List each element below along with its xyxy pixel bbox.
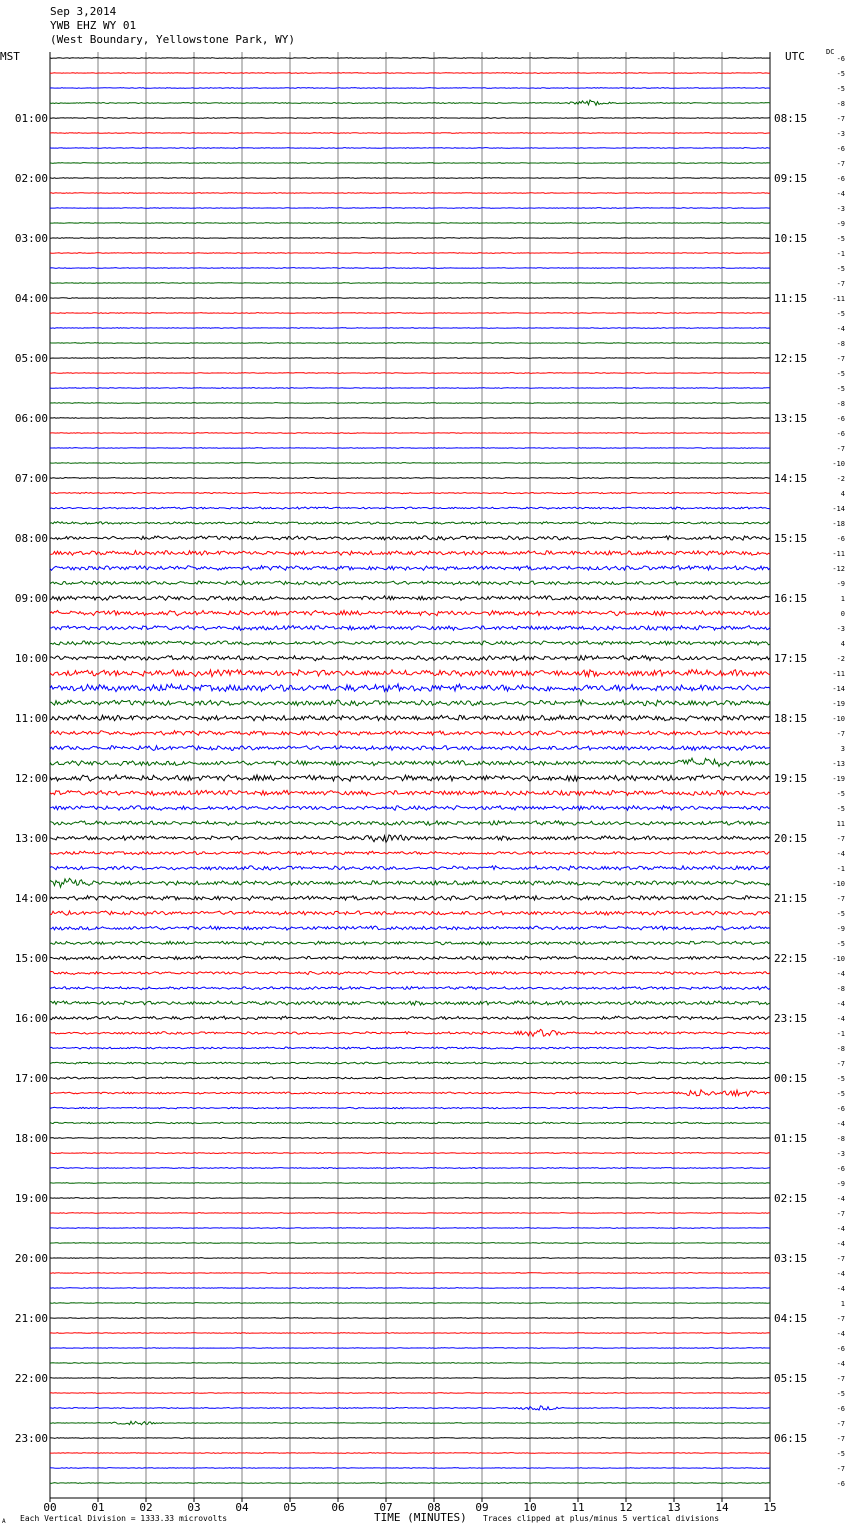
seismic-trace xyxy=(50,193,770,194)
dc-offset-label: -1 xyxy=(836,250,845,258)
dc-offset-label: -7 xyxy=(836,895,845,903)
dc-offset-label: -4 xyxy=(836,1000,845,1008)
dc-offset-label: 1 xyxy=(840,595,845,603)
dc-offset-label: -4 xyxy=(836,1195,845,1203)
dc-offset-label: -7 xyxy=(836,115,845,123)
dc-offset-label: -4 xyxy=(836,1225,845,1233)
title-date: Sep 3,2014 xyxy=(50,5,117,18)
seismic-trace xyxy=(50,223,770,224)
left-hour-label: 11:00 xyxy=(14,712,48,725)
left-hour-label: 21:00 xyxy=(14,1312,48,1325)
dc-offset-label: -4 xyxy=(836,1015,845,1023)
dc-offset-label: -18 xyxy=(832,520,845,528)
right-hour-label: 20:15 xyxy=(774,832,808,845)
dc-offset-label: -4 xyxy=(836,190,845,198)
dc-offset-label: -5 xyxy=(836,1450,845,1458)
seismic-trace xyxy=(50,1107,770,1109)
dc-offset-label: -2 xyxy=(836,655,845,663)
seismic-trace xyxy=(50,715,770,721)
seismic-trace xyxy=(50,403,770,404)
x-tick-label: 06 xyxy=(331,1501,345,1514)
seismic-trace xyxy=(50,163,770,164)
right-hour-label: 16:15 xyxy=(774,592,808,605)
dc-offset-label: -3 xyxy=(836,130,845,138)
left-hour-label: 06:00 xyxy=(14,412,48,425)
right-hour-label: 23:15 xyxy=(774,1012,808,1025)
seismic-trace xyxy=(50,956,770,960)
right-hour-label: 13:15 xyxy=(774,412,808,425)
dc-offset-label: -7 xyxy=(836,1255,845,1263)
dc-offset-label: -9 xyxy=(836,925,845,933)
dc-offset-label: -7 xyxy=(836,1060,845,1068)
dc-offset-label: -8 xyxy=(836,1045,845,1053)
dc-offset-label: -3 xyxy=(836,625,845,633)
seismic-trace xyxy=(50,1348,770,1349)
dc-offset-label: -19 xyxy=(832,775,845,783)
seismic-trace xyxy=(50,1333,770,1334)
right-hour-label: 18:15 xyxy=(774,712,808,725)
seismic-trace xyxy=(50,507,770,509)
seismic-trace xyxy=(50,1062,770,1064)
dc-label: DC xyxy=(826,48,835,56)
seismic-trace xyxy=(50,878,770,887)
dc-offset-label: -5 xyxy=(836,805,845,813)
seismic-trace xyxy=(50,641,770,645)
right-hour-label: 03:15 xyxy=(774,1252,808,1265)
dc-offset-label: -5 xyxy=(836,70,845,78)
dc-offset-label: -4 xyxy=(836,850,845,858)
dc-offset-label: -14 xyxy=(832,685,845,693)
seismic-trace xyxy=(50,178,770,179)
seismic-trace xyxy=(50,522,770,525)
x-tick-label: 01 xyxy=(91,1501,105,1514)
x-tick-label: 00 xyxy=(43,1501,57,1514)
seismic-trace xyxy=(50,731,770,736)
dc-offset-label: -6 xyxy=(836,1165,845,1173)
seismic-trace xyxy=(50,283,770,284)
seismic-trace xyxy=(50,100,770,105)
seismic-trace xyxy=(50,1077,770,1079)
seismic-trace xyxy=(50,926,770,930)
seismic-trace xyxy=(50,1243,770,1244)
left-hour-label: 03:00 xyxy=(14,232,48,245)
x-tick-label: 14 xyxy=(715,1501,729,1514)
dc-offset-label: -5 xyxy=(836,940,845,948)
dc-offset-label: -14 xyxy=(832,505,845,513)
x-tick-label: 11 xyxy=(571,1501,585,1514)
dc-offset-label: -8 xyxy=(836,985,845,993)
left-hour-label: 07:00 xyxy=(14,472,48,485)
dc-offset-label: -4 xyxy=(836,1120,845,1128)
seismic-trace xyxy=(50,1001,770,1005)
seismic-trace xyxy=(50,1318,770,1319)
dc-offset-label: -6 xyxy=(836,1480,845,1488)
dc-offset-label: -13 xyxy=(832,760,845,768)
x-tick-label: 07 xyxy=(379,1501,393,1514)
seismic-trace xyxy=(50,1483,770,1484)
right-hour-label: 17:15 xyxy=(774,652,808,665)
dc-offset-label: -12 xyxy=(832,565,845,573)
seismic-trace xyxy=(50,208,770,209)
right-hour-label: 00:15 xyxy=(774,1072,808,1085)
seismic-trace xyxy=(50,358,770,359)
dc-offset-label: -4 xyxy=(836,325,845,333)
corner-mark: A xyxy=(2,1518,6,1525)
right-hour-label: 15:15 xyxy=(774,532,808,545)
seismic-trace xyxy=(50,298,770,299)
seismic-trace xyxy=(50,1303,770,1304)
seismic-trace xyxy=(50,238,770,239)
dc-offset-label: 11 xyxy=(836,820,845,828)
seismic-trace xyxy=(50,986,770,989)
seismic-trace xyxy=(50,610,770,615)
seismic-trace xyxy=(50,388,770,389)
seismic-trace xyxy=(50,1258,770,1259)
seismic-trace xyxy=(50,775,770,781)
x-tick-label: 03 xyxy=(187,1501,201,1514)
dc-offset-label: -7 xyxy=(836,835,845,843)
x-tick-label: 15 xyxy=(763,1501,777,1514)
seismic-trace xyxy=(50,73,770,74)
seismic-trace xyxy=(50,1213,770,1214)
right-hour-label: 08:15 xyxy=(774,112,808,125)
seismic-trace xyxy=(50,1152,770,1153)
seismic-trace xyxy=(50,1468,770,1469)
dc-offset-label: -11 xyxy=(832,550,845,558)
dc-offset-label: 4 xyxy=(840,640,845,648)
dc-offset-label: -7 xyxy=(836,1465,845,1473)
x-tick-label: 04 xyxy=(235,1501,249,1514)
dc-offset-label: -4 xyxy=(836,970,845,978)
x-tick-label: 02 xyxy=(139,1501,153,1514)
seismic-trace xyxy=(50,148,770,149)
x-tick-label: 08 xyxy=(427,1501,441,1514)
seismic-trace xyxy=(50,581,770,585)
x-tick-label: 09 xyxy=(475,1501,489,1514)
seismic-trace xyxy=(50,1273,770,1274)
seismic-trace xyxy=(50,58,770,59)
seismic-trace xyxy=(50,1137,770,1138)
dc-offset-label: -7 xyxy=(836,730,845,738)
seismic-trace xyxy=(50,268,770,269)
seismic-trace xyxy=(50,1363,770,1364)
dc-offset-label: 1 xyxy=(840,1300,845,1308)
left-hour-label: 13:00 xyxy=(14,832,48,845)
seismic-trace xyxy=(50,851,770,854)
dc-offset-label: -10 xyxy=(832,715,845,723)
dc-offset-label: -5 xyxy=(836,790,845,798)
dc-offset-label: -7 xyxy=(836,355,845,363)
seismic-trace xyxy=(50,1378,770,1379)
seismic-trace xyxy=(50,1090,770,1096)
seismic-trace xyxy=(50,596,770,601)
seismic-trace xyxy=(50,118,770,119)
left-hour-label: 15:00 xyxy=(14,952,48,965)
seismic-trace xyxy=(50,88,770,89)
left-hour-label: 01:00 xyxy=(14,112,48,125)
seismic-trace xyxy=(50,1047,770,1049)
seismic-trace xyxy=(50,1453,770,1454)
left-hour-label: 05:00 xyxy=(14,352,48,365)
x-tick-label: 05 xyxy=(283,1501,297,1514)
left-hour-label: 10:00 xyxy=(14,652,48,665)
x-tick-label: 12 xyxy=(619,1501,633,1514)
title-location: (West Boundary, Yellowstone Park, WY) xyxy=(50,33,296,46)
dc-offset-label: 0 xyxy=(840,610,845,618)
right-hour-label: 14:15 xyxy=(774,472,808,485)
seismic-trace xyxy=(50,1393,770,1394)
right-timezone-label: UTC xyxy=(785,50,805,63)
seismic-trace xyxy=(50,1421,770,1424)
seismic-trace xyxy=(50,684,770,692)
dc-offset-label: -5 xyxy=(836,385,845,393)
dc-offset-label: -1 xyxy=(836,865,845,873)
seismic-trace xyxy=(50,821,770,826)
dc-offset-label: -10 xyxy=(832,880,845,888)
right-hour-label: 02:15 xyxy=(774,1192,808,1205)
x-tick-label: 13 xyxy=(667,1501,681,1514)
seismic-trace xyxy=(50,253,770,254)
scale-note: Each Vertical Division = 1333.33 microvolts xyxy=(20,1514,228,1523)
title-station: YWB EHZ WY 01 xyxy=(50,19,137,32)
dc-offset-label: -9 xyxy=(836,580,845,588)
seismic-trace xyxy=(50,835,770,842)
seismic-trace xyxy=(50,656,770,661)
dc-offset-label: -1 xyxy=(836,1030,845,1038)
seismic-trace xyxy=(50,700,770,706)
left-hour-label: 19:00 xyxy=(14,1192,48,1205)
left-hour-label: 16:00 xyxy=(14,1012,48,1025)
dc-offset-label: -6 xyxy=(836,55,845,63)
seismic-trace xyxy=(50,896,770,901)
seismic-trace xyxy=(50,806,770,811)
dc-offset-label: -7 xyxy=(836,445,845,453)
seismic-trace xyxy=(50,1198,770,1199)
dc-offset-label: -6 xyxy=(836,1345,845,1353)
right-hour-label: 06:15 xyxy=(774,1432,808,1445)
dc-offset-label: -10 xyxy=(832,955,845,963)
seismic-trace xyxy=(50,448,770,449)
seismic-trace xyxy=(50,1183,770,1184)
right-hour-label: 04:15 xyxy=(774,1312,808,1325)
dc-offset-label: -6 xyxy=(836,1105,845,1113)
seismic-trace xyxy=(50,328,770,329)
dc-offset-label: -5 xyxy=(836,1075,845,1083)
dc-offset-label: -8 xyxy=(836,340,845,348)
trace-group xyxy=(50,58,770,1484)
right-hour-label: 11:15 xyxy=(774,292,808,305)
left-hour-label: 02:00 xyxy=(14,172,48,185)
seismic-trace xyxy=(50,492,770,493)
dc-offset-label: -2 xyxy=(836,475,845,483)
dc-offset-label: -7 xyxy=(836,1435,845,1443)
seismic-trace xyxy=(50,1228,770,1229)
x-axis-label: TIME (MINUTES) xyxy=(374,1511,467,1524)
seismic-trace xyxy=(50,418,770,419)
seismic-trace xyxy=(50,758,770,766)
dc-offset-label: -5 xyxy=(836,1390,845,1398)
dc-offset-label: -5 xyxy=(836,1090,845,1098)
seismic-trace xyxy=(50,1016,770,1019)
dc-offset-label: -10 xyxy=(832,460,845,468)
dc-offset-label: -5 xyxy=(836,370,845,378)
left-hour-label: 22:00 xyxy=(14,1372,48,1385)
right-hour-label: 10:15 xyxy=(774,232,808,245)
dc-offset-label: -5 xyxy=(836,85,845,93)
seismic-trace xyxy=(50,746,770,751)
dc-offset-label: -11 xyxy=(832,295,845,303)
seismic-trace xyxy=(50,373,770,374)
dc-offset-label: -3 xyxy=(836,1150,845,1158)
right-hour-label: 19:15 xyxy=(774,772,808,785)
dc-offset-label: -7 xyxy=(836,1420,845,1428)
dc-offset-label: -5 xyxy=(836,310,845,318)
seismic-trace xyxy=(50,1406,770,1410)
seismic-trace xyxy=(50,941,770,945)
right-hour-label: 05:15 xyxy=(774,1372,808,1385)
dc-offset-label: -3 xyxy=(836,205,845,213)
left-hour-label: 09:00 xyxy=(14,592,48,605)
left-hour-label: 08:00 xyxy=(14,532,48,545)
dc-offset-label: -6 xyxy=(836,535,845,543)
seismic-trace xyxy=(50,1167,770,1168)
dc-offset-label: -7 xyxy=(836,160,845,168)
right-hour-label: 21:15 xyxy=(774,892,808,905)
axis-labels xyxy=(15,55,845,1514)
left-hour-label: 23:00 xyxy=(14,1432,48,1445)
seismic-trace xyxy=(50,536,770,540)
seismic-trace xyxy=(50,477,770,478)
dc-offset-label: -11 xyxy=(832,670,845,678)
left-hour-label: 12:00 xyxy=(14,772,48,785)
seismic-trace xyxy=(50,133,770,134)
dc-offset-label: -4 xyxy=(836,1285,845,1293)
seismic-trace xyxy=(50,566,770,571)
right-hour-label: 09:15 xyxy=(774,172,808,185)
dc-offset-label: -4 xyxy=(836,1240,845,1248)
left-hour-label: 18:00 xyxy=(14,1132,48,1145)
right-hour-label: 12:15 xyxy=(774,352,808,365)
dc-offset-label: -6 xyxy=(836,430,845,438)
dc-offset-label: -19 xyxy=(832,700,845,708)
x-tick-label: 10 xyxy=(523,1501,537,1514)
dc-offset-label: -5 xyxy=(836,265,845,273)
dc-offset-label: 4 xyxy=(840,490,845,498)
left-hour-label: 17:00 xyxy=(14,1072,48,1085)
dc-offset-label: -5 xyxy=(836,910,845,918)
dc-offset-label: -6 xyxy=(836,1405,845,1413)
dc-offset-label: -7 xyxy=(836,1375,845,1383)
dc-offset-label: -4 xyxy=(836,1360,845,1368)
dc-offset-label: -7 xyxy=(836,280,845,288)
seismic-trace xyxy=(50,790,770,795)
left-hour-label: 04:00 xyxy=(14,292,48,305)
dc-offset-label: -4 xyxy=(836,1270,845,1278)
seismic-trace xyxy=(50,971,770,974)
dc-offset-label: -6 xyxy=(836,415,845,423)
seismic-trace xyxy=(50,1029,770,1036)
seismic-trace xyxy=(50,670,770,677)
seismic-trace xyxy=(50,551,770,556)
left-hour-label: 20:00 xyxy=(14,1252,48,1265)
left-timezone-label: MST xyxy=(0,50,20,63)
dc-offset-label: -6 xyxy=(836,175,845,183)
right-hour-label: 22:15 xyxy=(774,952,808,965)
dc-offset-label: -9 xyxy=(836,220,845,228)
dc-offset-label: -8 xyxy=(836,1135,845,1143)
dc-offset-label: -5 xyxy=(836,235,845,243)
right-hour-label: 01:15 xyxy=(774,1132,808,1145)
clip-note: Traces clipped at plus/minus 5 vertical divisions xyxy=(483,1514,720,1523)
seismic-trace xyxy=(50,1438,770,1439)
seismic-trace xyxy=(50,1288,770,1289)
dc-offset-label: -8 xyxy=(836,400,845,408)
dc-offset-label: -7 xyxy=(836,1210,845,1218)
dc-offset-label: 3 xyxy=(840,745,845,753)
seismic-trace xyxy=(50,1122,770,1124)
dc-offset-label: -8 xyxy=(836,100,845,108)
dc-offset-label: -6 xyxy=(836,145,845,153)
seismic-trace xyxy=(50,433,770,434)
left-hour-label: 14:00 xyxy=(14,892,48,905)
dc-offset-label: -7 xyxy=(836,1315,845,1323)
seismic-trace xyxy=(50,866,770,870)
seismic-trace xyxy=(50,626,770,631)
seismic-trace xyxy=(50,313,770,314)
seismic-trace xyxy=(50,463,770,464)
dc-offset-label: -4 xyxy=(836,1330,845,1338)
seismic-trace xyxy=(50,343,770,344)
seismic-trace xyxy=(50,911,770,915)
dc-offset-label: -9 xyxy=(836,1180,845,1188)
